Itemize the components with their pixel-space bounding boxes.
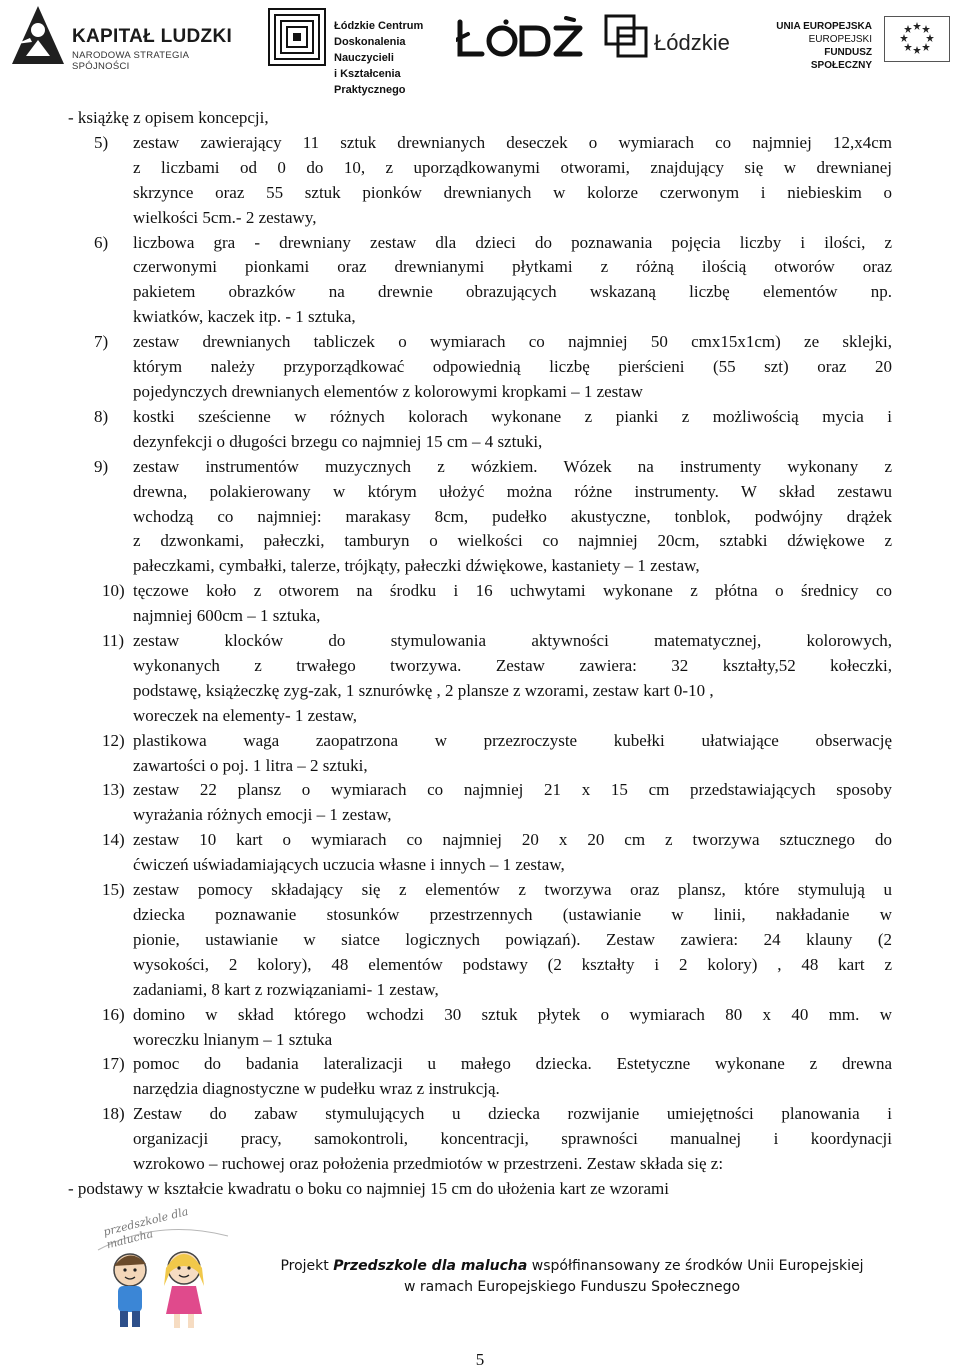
eu-line-2: EUROPEJSKI [808, 34, 872, 45]
kapital-ludzki-title: KAPITAŁ LUDZKI [72, 26, 233, 47]
odn-square-icon [268, 8, 326, 66]
document-body [68, 106, 892, 1202]
list-item-line: narzędzia diagnostyczne w pudełku wraz z instrukcją. [133, 1079, 500, 1099]
list-item [68, 1102, 892, 1177]
list-item-line: wzrokowo – ruchowej oraz położenia przedmiotów w przestrzeni. Zestaw składa się z: [133, 1154, 724, 1174]
list-item [68, 828, 892, 878]
list-item-line: wysokości, 2 kolory), 48 elementów podstawy (2 kształty i 2 kolory) , 48 kart z [133, 954, 892, 974]
list-item-line: wielkości 5cm.- 2 zestawy, [133, 207, 317, 227]
list-item-line: zestaw zawierający 11 sztuk drewnianych deseczek o wymiarach co najmniej 12,x4cm [133, 132, 892, 152]
lodz-wordmark-icon [456, 14, 586, 64]
list-item-line: woreczek na elementy- 1 zestaw, [133, 705, 358, 725]
list-item [68, 1003, 892, 1053]
lodzkie-logo [602, 12, 770, 70]
list-item [68, 629, 892, 729]
list-item-number: 8) [94, 406, 109, 426]
odn-line-3: i Kształcenia Praktycznego [334, 68, 406, 96]
list-item-line: z dzwonkami, pałeczki, tamburyn o wielkości co najmniej 20cm, sztabki dźwiękowe z [133, 531, 892, 551]
list-item-line: ćwiczeń uświadamiających uczucia własne i innych – 1 zestaw, [133, 855, 565, 875]
list-item-line: pojedynczych drewnianych elementów z kolorowymi kropkami – 1 zestaw [133, 381, 643, 401]
przedszkole-logo [88, 1204, 238, 1340]
list-item [68, 729, 892, 779]
list-item-line: skrzynce oraz 55 sztuk pionków drewnianych w kolorze czerwonym i niebieskim o [133, 182, 892, 202]
list-item-line: organizacji pracy, samokontroli, koncentracji, sprawności manualnej i koordynacji [133, 1129, 892, 1149]
list-item-number: 15) [102, 880, 125, 900]
list-item-line: dziecka poznawanie stosunków przestrzennych (ustawianie w linii, nakładanie w [133, 905, 892, 924]
list-item-line: pionie, ustawianie w siatce logicznych powiązań). Zestaw zawiera: 24 klauny (2 [133, 929, 892, 949]
kapital-ludzki-emblem-icon [8, 4, 68, 70]
list-item [68, 330, 892, 405]
page-number: 5 [475, 1350, 485, 1369]
list-item-number: 9) [94, 456, 109, 476]
eu-flag-icon [884, 16, 950, 62]
list-item-number: 5) [94, 132, 109, 152]
list-item-number: 13) [102, 780, 125, 800]
list-item-line: czerwonymi pionkami oraz drewnianymi płytkami z różną ilością otworów oraz [133, 257, 892, 277]
list-item-line: liczbowa gra - drewniany zestaw dla dzieci do poznawania pojęcia liczby i ilości, z [133, 232, 892, 252]
list-item-number: 7) [94, 332, 109, 352]
list-item-line: woreczku lnianym – 1 sztuka [133, 1029, 333, 1049]
list-item-line: zestaw drewnianych tabliczek o wymiarach co najmniej 50 cmx15x1cm) ze sklejki, [133, 332, 892, 352]
list-item-line: zestaw pomocy składający się z elementów z tworzywa oraz plansz, które stymulują u [133, 880, 892, 900]
list-item-line: pakietem obrazków na drewnie obrazujących wskazaną liczbę elementów np. [133, 282, 892, 302]
list-item-number: 16) [102, 1004, 125, 1024]
footer-suffix: współfinansowany ze środków Unii Europejskiej [527, 1258, 864, 1274]
kapital-ludzki-subtitle: NARODOWA STRATEGIA SPÓJNOŚCI [72, 50, 189, 72]
list-item-line: zestaw instrumentów muzycznych z wózkiem. Wózek na instrumenty wykonany z [133, 456, 892, 476]
list-item-line: pomoc do badania lateralizacji u małego dziecka. Estetyczne wykonane z drewna [133, 1054, 892, 1074]
odn-line-1: Łódzkie Centrum [334, 20, 424, 32]
footer-project-name: Przedszkole dla malucha [333, 1258, 528, 1274]
list-item-line: pałeczkami, cymbałki, talerze, trójkąty, pałeczki dźwiękowe, kastaniety – 1 zestaw, [133, 556, 700, 576]
list-item-line: drewna, polakierowany w którym ułożyć można różne instrumenty. W skład zestawu [133, 481, 892, 501]
list-item-number: 12) [102, 730, 125, 750]
list-item [68, 1052, 892, 1102]
list-item-line: domino w skład którego wchodzi 30 sztuk płytek o wymiarach 80 x 40 mm. w [133, 1004, 892, 1024]
list-item-line: wchodzą co najmniej: marakasy 8cm, pudełko akustyczne, tonblok, podwójny drążek [133, 506, 892, 526]
footer-line-2: w ramach Europejskiego Funduszu Społecznego [403, 1279, 741, 1295]
list-item [68, 878, 892, 1003]
list-item-line: zestaw 10 kart o wymiarach co najmniej 20 x 20 cm z tworzywa sztucznego do [133, 830, 892, 850]
list-item-line: zestaw klocków do stymulowania aktywności matematycznej, kolorowych, [133, 631, 892, 651]
przedszkole-logo-text: przedszkole dla malucha [102, 1204, 190, 1252]
list-item-line: wykonanych z trwałego tworzywa. Zestaw zawiera: 32 kształty,52 kołeczki, [133, 655, 892, 675]
list-item [68, 455, 892, 580]
page-header [0, 0, 960, 96]
list-item-number: 17) [102, 1054, 125, 1074]
list-item-line: Zestaw do zabaw stymulujących u dziecka rozwijanie umiejętności planowania i [133, 1104, 892, 1124]
odn-text [334, 18, 448, 98]
list-item [68, 131, 892, 231]
list-item-line: kostki sześcienne w różnych kolorach wykonane z pianki z możliwością mycia i [133, 406, 892, 426]
list-item-number: 6) [94, 232, 109, 252]
eu-text [772, 20, 872, 72]
list-item-line: dezynfekcji o długości brzegu co najmniej 15 cm – 4 sztuki, [133, 431, 543, 451]
outro-line: - podstawy w kształcie kwadratu o boku co najmniej 15 cm do ułożenia kart ze wzorami [68, 1178, 669, 1198]
intro-line: - książkę z opisem koncepcji, [68, 108, 269, 127]
list-item [68, 778, 892, 828]
odn-line-2: Doskonalenia Nauczycieli [334, 36, 406, 64]
list-item-line: którym należy przyporządkować odpowiednią liczbę pierścieni (55 szt) oraz 20 [133, 357, 892, 377]
list-item-number: 11) [102, 631, 125, 651]
eu-logo [772, 14, 958, 70]
list-item-line: plastikowa waga zaopatrzona w przezroczyste kubełki ułatwiające obserwację [133, 730, 892, 750]
footer-prefix: Projekt [280, 1258, 334, 1274]
list-item-number: 18) [102, 1104, 125, 1124]
odn-logo [268, 8, 448, 96]
lodzkie-text: Łódzkie [654, 30, 730, 55]
list-item [68, 579, 892, 629]
list-item-line: najmniej 600cm – 1 sztuka, [133, 606, 321, 626]
list-item-line: wyrażania różnych emocji – 1 zestaw, [133, 805, 392, 825]
list-item-line: podstawę, książeczkę zyg-zak, 1 sznurówkę , 2 plansze z wzorami, zestaw kart 0-10 , [133, 680, 714, 700]
list-item-line: zadaniami, 8 kart z rozwiązaniami- 1 zestaw, [133, 979, 439, 999]
list-item [68, 405, 892, 455]
lodz-logo [456, 14, 586, 64]
list-item-number: 10) [102, 581, 125, 601]
list-item-line: tęczowe koło z otworem na środku i 16 uchwytami wykonane z płótna o średnicy co [133, 581, 892, 601]
list-item-line: zawartości o poj. 1 litra – 2 sztuki, [133, 755, 368, 775]
kapital-ludzki-logo [8, 4, 248, 70]
footer-line-1 [262, 1256, 882, 1277]
footer-text [262, 1256, 882, 1298]
list-item-line: z liczbami od 0 do 10, z uporządkowanymi otworami, znajdujący się w drewnianej [133, 157, 892, 177]
list-item-line: kwiatków, kaczek itp. - 1 sztuka, [133, 307, 356, 327]
eu-line-3: FUNDUSZ SPOŁECZNY [810, 47, 872, 71]
list-item-line: zestaw 22 plansz o wymiarach co najmniej 21 x 15 cm przedstawiających sposoby [133, 780, 892, 800]
list-item-number: 14) [102, 830, 125, 850]
eu-line-1: UNIA EUROPEJSKA [776, 21, 872, 32]
lodzkie-emblem-icon [602, 12, 652, 62]
list-item [68, 231, 892, 331]
